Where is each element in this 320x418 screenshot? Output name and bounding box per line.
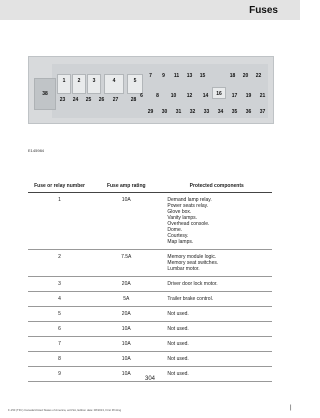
fuse-number-cell: 3 [28, 277, 91, 292]
component-line: Trailer brake control. [167, 296, 214, 302]
relay-38: 38 [34, 78, 56, 110]
fuse-37: 37 [259, 109, 266, 115]
table-row [28, 292, 272, 307]
fuse-26: 26 [98, 97, 105, 103]
fuse-15: 15 [199, 73, 206, 79]
component-line: Memory seat switches. [167, 260, 219, 266]
table-row [28, 277, 272, 292]
col-header-components: Protected components [161, 180, 272, 193]
fuse-number-cell: 2 [28, 250, 91, 277]
fuse-19: 19 [245, 93, 252, 99]
figure-id: E145984 [28, 148, 45, 153]
protected-components-cell [161, 193, 272, 250]
amp-rating-cell: 5A [91, 292, 161, 307]
component-line: Dome. [167, 227, 183, 233]
col-header-number: Fuse or relay number [28, 180, 91, 193]
fuse-14: 14 [202, 93, 209, 99]
fuse-36: 36 [245, 109, 252, 115]
fuse-29: 29 [147, 109, 154, 115]
fuse-10: 10 [170, 93, 177, 99]
fuse-number-cell: 5 [28, 307, 91, 322]
table-row [28, 322, 272, 337]
fuse-number-cell: 6 [28, 322, 91, 337]
col-header-rating: Fuse amp rating [91, 180, 161, 193]
fuse-35: 35 [231, 109, 238, 115]
component-line: Not used. [167, 326, 189, 332]
fuse-number-cell: 1 [28, 193, 91, 250]
component-line: Map lamps. [167, 239, 194, 245]
table-header-row [28, 180, 272, 193]
fuse-8: 8 [156, 93, 159, 99]
fuse-9: 9 [162, 73, 165, 79]
relay-5: 5 [127, 74, 143, 94]
component-line: Not used. [167, 311, 189, 317]
component-line: Power seats relay. [167, 203, 209, 209]
fuse-23: 23 [59, 97, 66, 103]
table-row [28, 352, 272, 367]
header-bar [0, 0, 300, 20]
fuse-30: 30 [161, 109, 168, 115]
fuse-31: 31 [175, 109, 182, 115]
table-row [28, 193, 272, 250]
fuse-21: 21 [259, 93, 266, 99]
fuse-12: 12 [186, 93, 193, 99]
fuse-18: 18 [229, 73, 236, 79]
fuse-number-cell: 8 [28, 352, 91, 367]
fuse-11: 11 [173, 73, 180, 79]
page-title: Fuses [249, 5, 278, 16]
protected-components-cell [161, 277, 272, 292]
relay-4: 4 [104, 74, 124, 94]
fuse-panel-diagram [28, 56, 274, 124]
protected-components-cell [161, 337, 272, 352]
table-body [28, 193, 272, 382]
amp-rating-cell: 20A [91, 277, 161, 292]
amp-rating-cell: 10A [91, 322, 161, 337]
fuse-27: 27 [112, 97, 119, 103]
amp-rating-cell: 10A [91, 352, 161, 367]
table-row [28, 307, 272, 322]
fuse-24: 24 [72, 97, 79, 103]
fuse-6: 6 [140, 93, 143, 99]
protected-components-cell [161, 352, 272, 367]
amp-rating-cell: 10A [91, 337, 161, 352]
fuse-number-cell: 4 [28, 292, 91, 307]
fuse-number-cell: 7 [28, 337, 91, 352]
relay-3: 3 [87, 74, 101, 94]
fuse-32: 32 [189, 109, 196, 115]
fuse-25: 25 [85, 97, 92, 103]
page-number: 304 [144, 376, 155, 382]
component-line: Demand lamp relay. [167, 197, 212, 203]
amp-rating-cell: 20A [91, 307, 161, 322]
protected-components-cell [161, 292, 272, 307]
fuse-7: 7 [149, 73, 152, 79]
fuse-number-cell: 9 [28, 367, 91, 382]
footer-text: F-150 (TFC) Canada/United States of America, enUSA, Edition date: 08/2013, First Printing [8, 408, 122, 412]
fuse-13: 13 [186, 73, 193, 79]
table-row [28, 250, 272, 277]
component-line: Not used. [167, 356, 189, 362]
relay-2: 2 [72, 74, 86, 94]
component-line: Memory module logic. [167, 254, 217, 260]
component-line: Driver door lock motor. [167, 281, 218, 287]
component-line: Courtesy. [167, 233, 189, 239]
component-line: Overhead console. [167, 221, 210, 227]
fuse-33: 33 [203, 109, 210, 115]
component-line: Lumbar motor. [167, 266, 200, 272]
protected-components-cell [161, 307, 272, 322]
protected-components-cell [161, 322, 272, 337]
component-line: Not used. [167, 341, 189, 347]
amp-rating-cell: 10A [91, 193, 161, 250]
page-edge-mark: | [290, 405, 292, 411]
protected-components-cell [161, 250, 272, 277]
fuse-34: 34 [217, 109, 224, 115]
amp-rating-cell: 10A [91, 367, 161, 382]
fuse-16: 16 [212, 87, 226, 99]
component-line: Glove box. [167, 209, 192, 215]
component-line: Not used. [167, 371, 189, 377]
table-row [28, 337, 272, 352]
fuse-table [28, 180, 272, 382]
fuse-17: 17 [231, 93, 238, 99]
fuse-22: 22 [255, 73, 262, 79]
relay-1: 1 [57, 74, 71, 94]
fuse-28: 28 [130, 97, 137, 103]
amp-rating-cell: 7.5A [91, 250, 161, 277]
fuse-20: 20 [242, 73, 249, 79]
component-line: Vanity lamps. [167, 215, 198, 221]
